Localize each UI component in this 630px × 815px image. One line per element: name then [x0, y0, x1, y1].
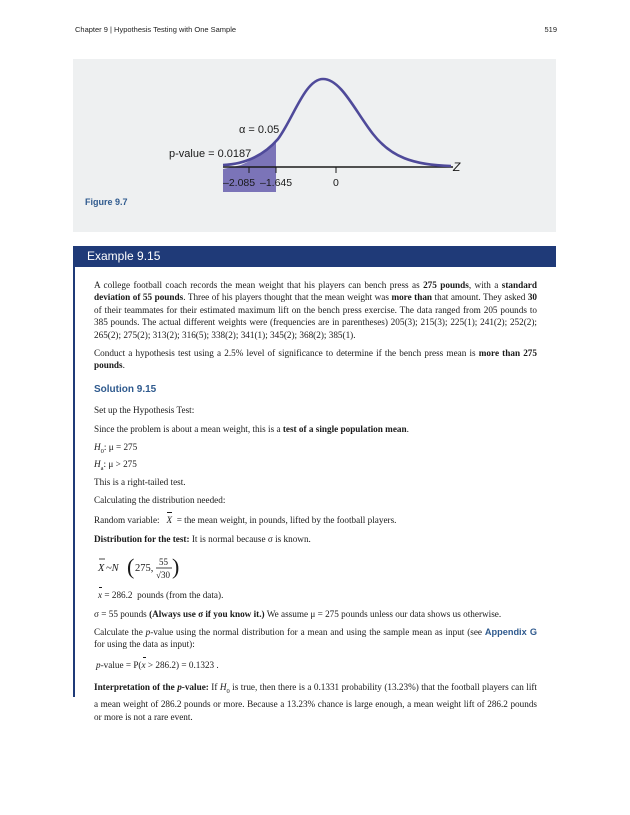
example-title: Example 9.15 — [87, 249, 161, 263]
svg-text:275,: 275, — [135, 563, 154, 575]
svg-text:√30: √30 — [156, 570, 170, 581]
svg-text:(: ( — [127, 554, 135, 580]
example-side-rule — [73, 267, 75, 697]
example-content — [94, 279, 537, 729]
svg-text:X: X — [98, 563, 105, 575]
distribution-text: Distribution for the test: It is normal because σ is known. — [94, 533, 311, 544]
tick-label: –2.085 — [223, 177, 256, 189]
svg-text:55: 55 — [159, 557, 168, 568]
interpretation-text: Interpretation of the p-value: If $H_0$ is true, then there is a 0.1331 probability (13.23%) that the football players can lift a mean weight of 286.2 pounds or more. Because a 13.23% chance is large enough, a mean weight lift of 286.2 pounds or more is not a rare event. — [94, 682, 537, 722]
tick-label: –1.645 — [260, 177, 293, 189]
problem-paragraph: A college football coach records the mean weight that his players can bench press as 275 pounds, with a standard deviation of 55 pounds. Three of his players thought that the mean weight was more than that amount. They asked 30 of their teammates for their estimated maximum lift on the bench press exercise. The data ranged from 205 pounds to 385 pounds. The actual different weights were (frequencies are in parentheses) 205(3); 215(3); 225(1); 241(2); 252(2); 265(2); 275(2); 313(2); 316(5); 338(2); 341(1); 345(2); 368(2); 385(1). — [94, 280, 537, 340]
pvalue-formula: p-value = P(x > 286.2) = 0.1323 . — [96, 659, 219, 670]
formula-graphic — [94, 551, 214, 585]
tail-text: This is a right-tailed test. — [94, 476, 186, 487]
solution-title: Solution 9.15 — [94, 383, 157, 395]
calc-pvalue-text: Calculate the p-value using the normal distribution for a mean and using the sample mean as input (see Appendix G for using the data as input): — [94, 626, 537, 650]
calc-text: Calculating the distribution needed: — [94, 494, 226, 505]
random-variable: Random variable: X = the mean weight, in pounds, lifted by the football players. — [94, 515, 397, 526]
svg-text:): ) — [172, 554, 180, 580]
tick-label: 0 — [333, 177, 339, 189]
page-number: 519 — [544, 25, 557, 34]
appendix-g-link[interactable]: Appendix G — [484, 626, 537, 637]
normal-curve-figure — [73, 59, 556, 232]
task-paragraph: Conduct a hypothesis test using a 2.5% level of significance to determine if the bench press mean is more than 275 pounds. — [94, 348, 537, 371]
pvalue-label: p-value = 0.0187 — [169, 148, 252, 160]
bell-curve — [223, 79, 451, 166]
setup-text: Set up the Hypothesis Test: — [94, 405, 195, 416]
alternative-hypothesis: $H_a$: μ > 275 — [94, 459, 137, 473]
sigma-text: σ = 55 pounds (Always use σ if you know it.) We assume μ = 275 pounds unless our data shows us otherwise. — [94, 608, 502, 619]
figure-caption: Figure 9.7 — [85, 197, 128, 207]
distribution-formula — [94, 551, 537, 585]
hypotheses-block — [94, 441, 537, 488]
figure-panel — [73, 59, 556, 232]
sample-mean-line: x = 286.2 pounds (from the data). — [98, 590, 224, 601]
example-header-bar — [73, 246, 556, 267]
running-header: Chapter 9 | Hypothesis Testing with One Sample — [75, 25, 237, 34]
null-hypothesis: $H_0$: μ = 275 — [94, 442, 138, 455]
svg-text:~N: ~N — [106, 563, 119, 575]
alpha-label: α = 0.05 — [239, 124, 280, 136]
since-text: Since the problem is about a mean weight, this is a test of a single population mean. — [94, 423, 409, 434]
z-axis-label: Z — [453, 160, 461, 174]
